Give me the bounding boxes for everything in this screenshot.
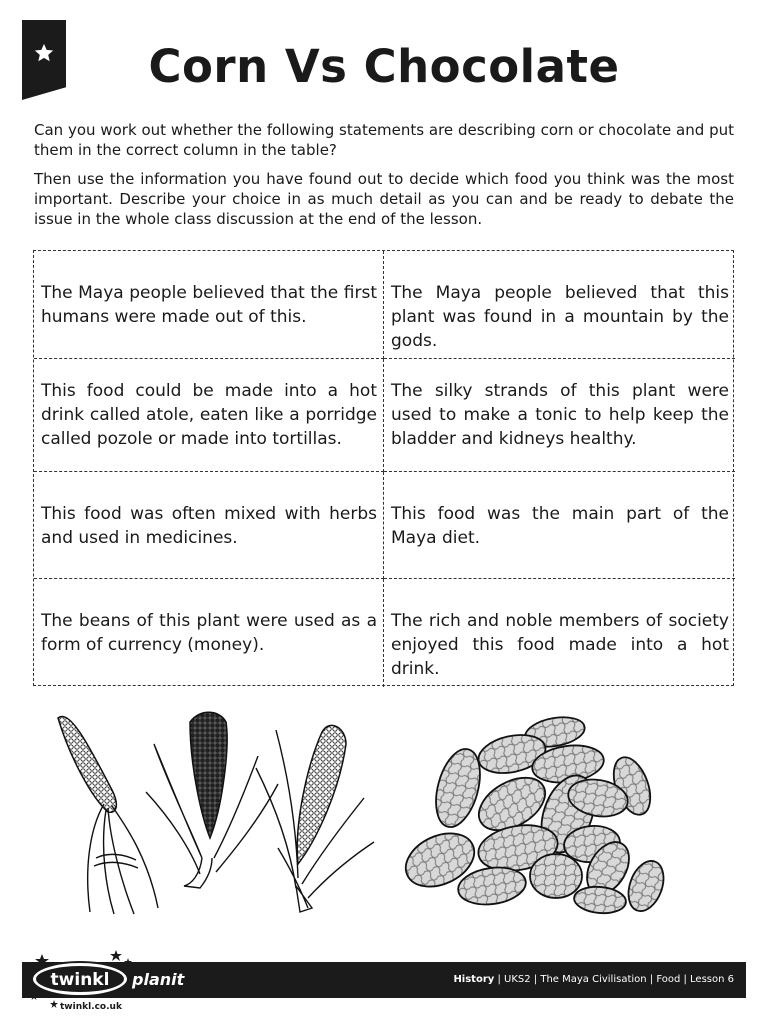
footer-bar: [22, 962, 746, 998]
statement-card[interactable]: The rich and noble members of society enjoyed this food made into a hot drink.: [391, 611, 729, 679]
statement-card[interactable]: The silky strands of this plant were used to make a tonic to help keep the bladder and kidneys healthy.: [384, 359, 735, 472]
statement-card[interactable]: This food was often mixed with herbs and used in medicines.: [34, 472, 384, 579]
statement-card[interactable]: The Maya people believed that the first humans were made out of this.: [34, 251, 384, 359]
website-url[interactable]: twinkl.co.uk: [60, 1002, 122, 1012]
lesson-info: [453, 974, 734, 985]
subject-label: History: [453, 974, 495, 985]
page-title: Corn Vs Chocolate: [148, 40, 620, 93]
statement-cards-table: [33, 250, 734, 686]
statement-card[interactable]: This food was the main part of the Maya diet.: [384, 472, 735, 579]
instructions: [34, 120, 734, 238]
lesson-details: | UKS2 | The Maya Civilisation | Food | Lesson 6: [494, 974, 734, 985]
statement-card[interactable]: The beans of this plant were used as a form of currency (money).: [34, 579, 384, 687]
instruction-paragraph-1: Can you work out whether the following statements are describing corn or chocolate and put them in the correct column in the table?: [34, 121, 734, 159]
statement-card[interactable]: This food could be made into a hot drink called atole, eaten like a porridge called pozole or made into tortillas.: [34, 359, 384, 472]
corn-illustration: [50, 708, 380, 918]
instruction-paragraph-2: Then use the information you have found out to decide which food you think was the most important. Describe your choice in as much detail as you can and be ready to debate the issue in the whole class discussion at the end of the lesson.: [34, 170, 734, 228]
planit-label: planit: [132, 970, 185, 989]
cocoa-beans-illustration: [400, 710, 680, 916]
logo-text: twinkl: [50, 970, 110, 990]
statement-card[interactable]: The Maya people believed that this plant was found in a mountain by the gods.: [384, 251, 735, 359]
